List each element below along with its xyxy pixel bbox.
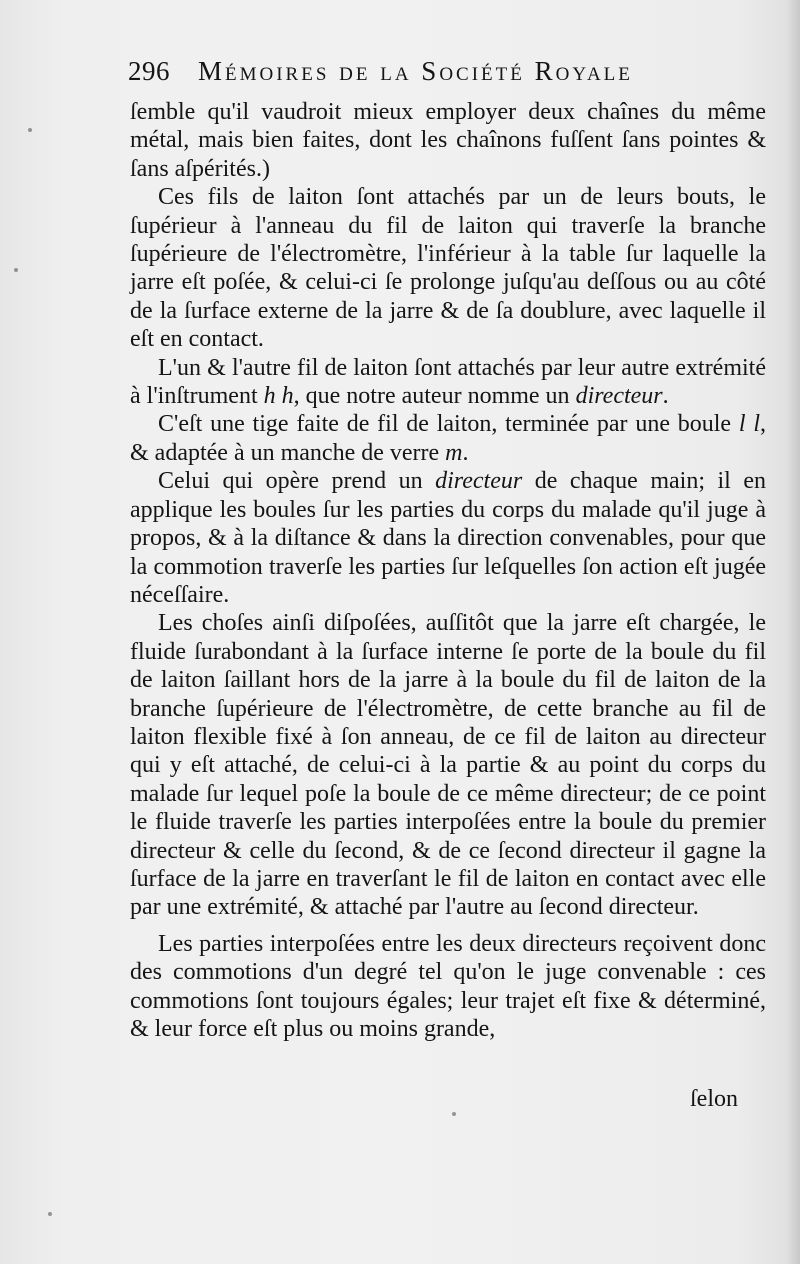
paragraph-text: L'un & l'autre fil de laiton ſont attachés par leur autre extrémité à l'inſtrument [130, 354, 766, 410]
paragraph-continuation: ſemble qu'il vaudroit mieux employer deux chaînes du même métal, mais bien faites, dont les chaînons fuſſent ſans pointes & ſans aſpérités.) [130, 99, 766, 182]
paragraph-text: . [462, 439, 469, 466]
paragraph-text: C'eſt une tige faite de fil de laiton, terminée par une boule [158, 411, 739, 438]
paper-speck [14, 268, 18, 272]
paragraph-directeur-description [130, 410, 766, 467]
paper-speck [28, 128, 32, 132]
paragraph-commotions: Les parties interpoſées entre les deux directeurs reçoivent donc des commotions d'un degré tel qu'on le juge convenable : ces commotions ſont toujours égales; leur trajet eſt fixe & déterminé, & leur force eſt plus ou moins grande, [130, 930, 766, 1042]
italic-term: l l [738, 411, 760, 438]
paragraph-text: , que notre auteur nomme un [293, 383, 576, 410]
italic-term: h h [263, 383, 294, 410]
paragraph-brass-wires: Ces fils de laiton ſont attachés par un de leurs bouts, le ſupérieur à l'anneau du fil de laiton qui traverſe la branche ſupérieure de l'électromètre, l'inférieur à la table ſur laquelle la jarre eſt poſée, & celui-ci ſe prolonge juſqu'au deſſous ou au côté de la ſurface externe de la jarre & de ſa doublure, avec laquelle il eſt en contact. [130, 184, 766, 353]
paper-speck [48, 1212, 52, 1216]
paragraph-directeur-instrument [130, 354, 766, 411]
paper-speck [452, 1112, 456, 1116]
italic-term: directeur [575, 383, 663, 410]
catchword: ſelon [690, 1086, 738, 1112]
page-number: 296 [128, 56, 170, 86]
paragraph-operator [130, 467, 766, 609]
italic-term: m [445, 439, 463, 466]
paragraph-fluid-path: Les choſes ainſi diſpoſées, auſſitôt que la jarre eſt chargée, le fluide ſurabondant à la ſurface interne ſe porte de la boule du fil de laiton ſaillant hors de la jarre à la boule du fil de laiton de la branche ſupérieure de l'électromètre, de cette branche au fil de laiton flexible fixé à ſon anneau, de ce fil de laiton au directeur qui y eſt attaché, de celui-ci à la partie & au point du corps du malade ſur lequel poſe la boule de ce même directeur; de ce point le fluide traverſe les parties interpoſées entre la boule du premier directeur & celle du ſecond, & de ce ſecond directeur il gagne la ſurface de la jarre en traverſant le fil de laiton en contact avec elle par une extrémité, & attaché par l'autre au ſecond directeur. [130, 610, 766, 921]
paragraph-text: , & adaptée à un manche de verre [130, 411, 766, 466]
running-title: Mémoires de la Société Royale [198, 56, 633, 86]
body-text [130, 98, 766, 1043]
italic-term: directeur [435, 468, 523, 495]
paragraph-text: . [662, 383, 669, 410]
paragraph-text: Celui qui opère prend un [158, 468, 436, 495]
paragraph-text: de chaque main; il en applique les boules ſur les parties du corps du malade qu'il juge à propos, & à la diſtance & dans la direction convenables, pour que la commotion traverſe les parties ſur leſquelles ſon action eſt jugée néceſſaire. [130, 468, 766, 608]
page-header [128, 52, 768, 96]
page-gutter-shadow [786, 0, 800, 1264]
